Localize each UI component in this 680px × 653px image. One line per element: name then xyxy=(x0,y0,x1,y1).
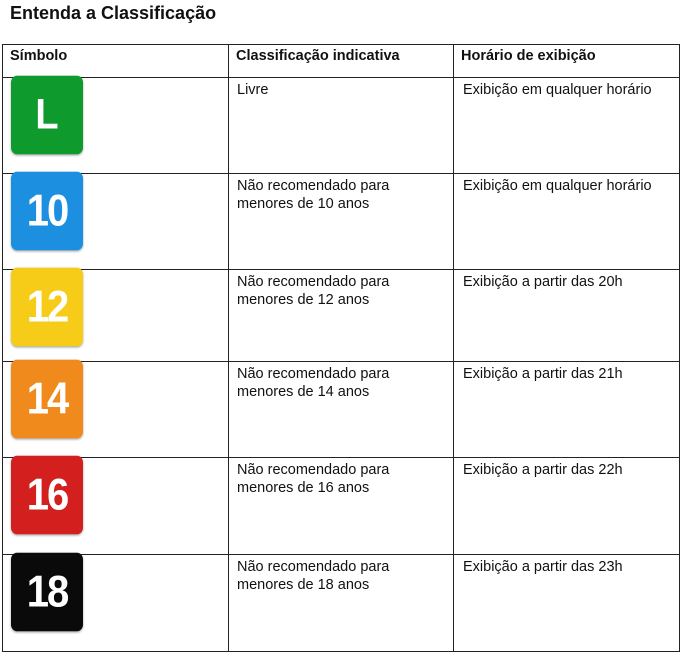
schedule-cell xyxy=(454,270,680,362)
symbol-cell xyxy=(3,78,229,174)
rating-text: Não recomendado para menores de 16 anos xyxy=(237,462,390,496)
rating-text: Não recomendado para menores de 10 anos xyxy=(237,178,390,212)
table-row xyxy=(3,362,680,458)
rating-text: Não recomendado para menores de 12 anos xyxy=(237,274,390,308)
symbol-cell xyxy=(3,458,229,555)
schedule-text: Exibição a partir das 23h xyxy=(463,559,623,575)
header-schedule-label: Horário de exibição xyxy=(461,48,596,64)
schedule-cell xyxy=(454,458,680,555)
classification-table xyxy=(2,44,680,652)
rating-badge-14: 14 xyxy=(11,360,83,438)
rating-text: Livre xyxy=(237,82,269,98)
rating-text: Não recomendado para menores de 18 anos xyxy=(237,559,390,593)
table-row xyxy=(3,458,680,555)
header-symbol xyxy=(3,45,229,78)
table-row xyxy=(3,555,680,652)
rating-badge-10: 10 xyxy=(11,172,83,250)
rating-badge-18: 18 xyxy=(11,553,83,631)
table-header-row xyxy=(3,45,680,78)
header-rating xyxy=(229,45,454,78)
rating-cell xyxy=(229,555,454,652)
schedule-cell xyxy=(454,174,680,270)
table-row xyxy=(3,270,680,362)
header-rating-label: Classificação indicativa xyxy=(236,48,400,64)
schedule-cell xyxy=(454,362,680,458)
schedule-cell xyxy=(454,78,680,174)
rating-cell xyxy=(229,270,454,362)
schedule-cell xyxy=(454,555,680,652)
header-symbol-label: Símbolo xyxy=(10,48,68,64)
page-title: Entenda a Classificação xyxy=(10,3,217,23)
schedule-text: Exibição em qualquer horário xyxy=(463,178,652,194)
table-row xyxy=(3,174,680,270)
schedule-text: Exibição a partir das 22h xyxy=(463,462,623,478)
rating-cell xyxy=(229,174,454,270)
rating-cell xyxy=(229,458,454,555)
symbol-cell xyxy=(3,174,229,270)
rating-cell xyxy=(229,362,454,458)
table-row xyxy=(3,78,680,174)
symbol-cell xyxy=(3,362,229,458)
rating-badge-16: 16 xyxy=(11,456,83,534)
schedule-text: Exibição a partir das 20h xyxy=(463,274,623,290)
symbol-cell xyxy=(3,555,229,652)
rating-badge-l: L xyxy=(11,76,83,154)
symbol-cell xyxy=(3,270,229,362)
schedule-text: Exibição a partir das 21h xyxy=(463,366,623,382)
rating-badge-12: 12 xyxy=(11,268,83,346)
header-schedule xyxy=(454,45,680,78)
rating-text: Não recomendado para menores de 14 anos xyxy=(237,366,390,400)
schedule-text: Exibição em qualquer horário xyxy=(463,82,652,98)
rating-cell xyxy=(229,78,454,174)
